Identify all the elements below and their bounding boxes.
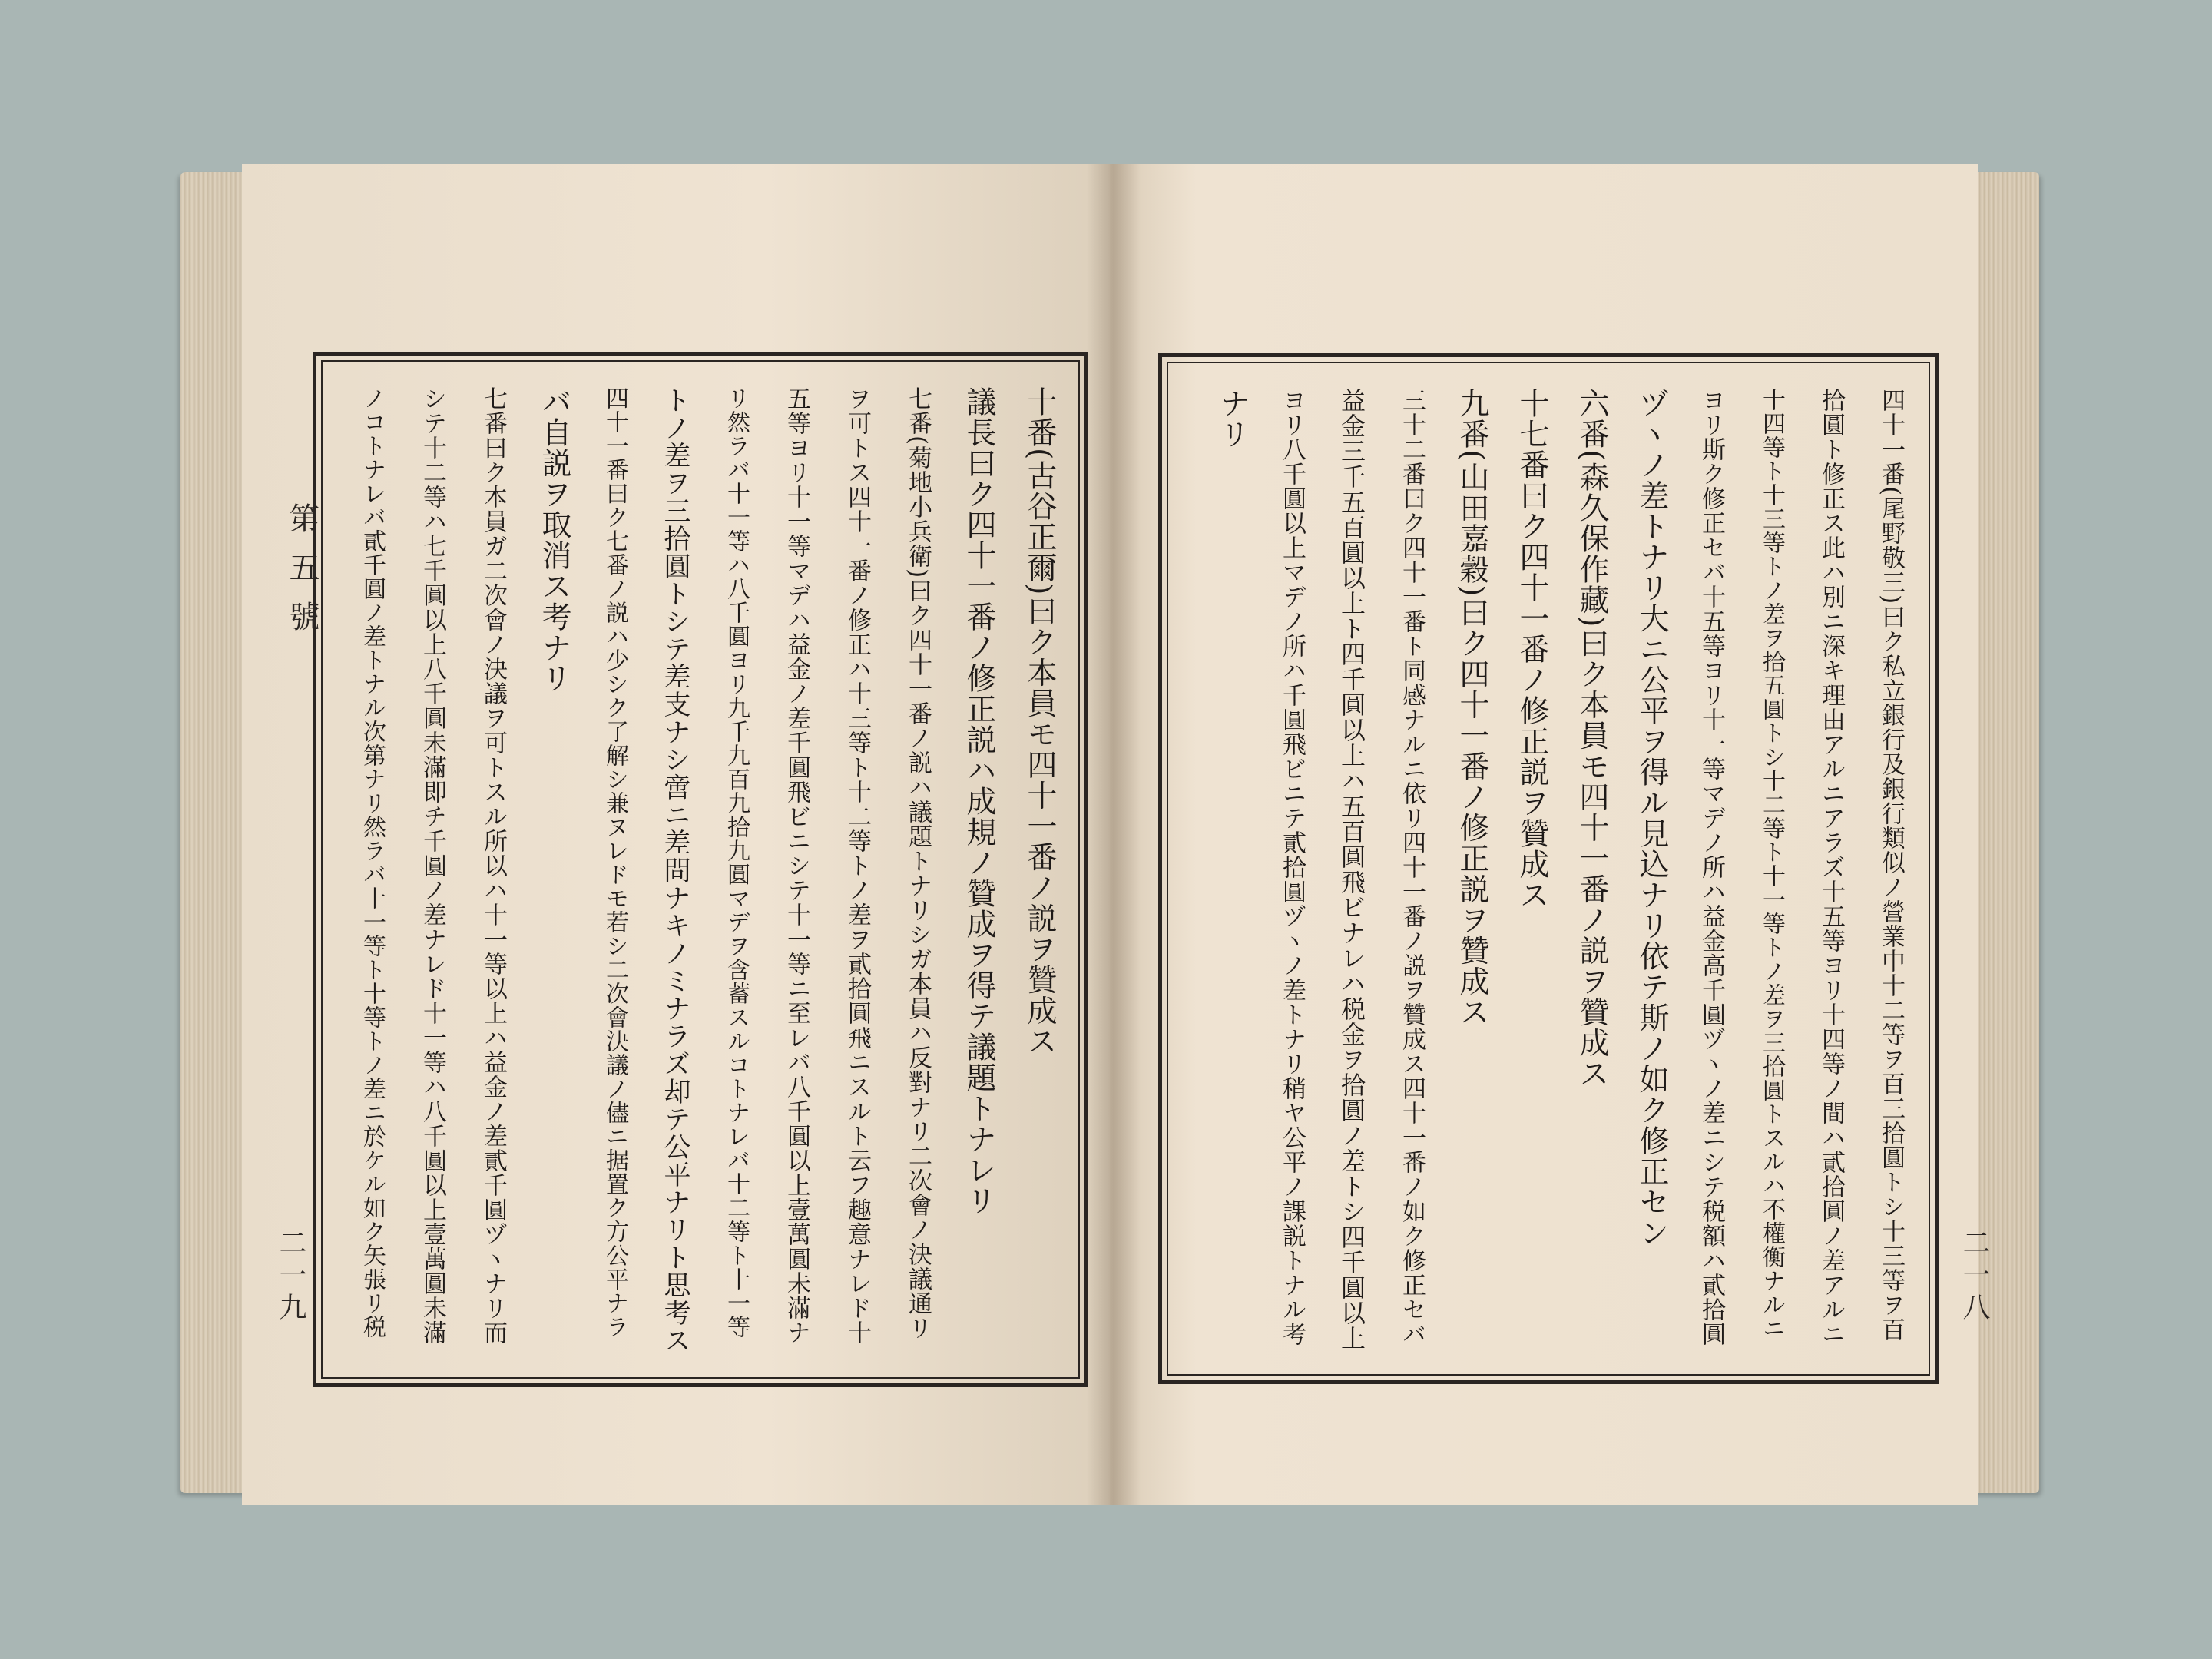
- text-column: 十四等ト十三等トノ差ヲ拾五圓トシ十二等ト十一等トノ差ヲ三拾圓トスルハ不權衡ナルニ: [1758, 388, 1785, 1340]
- text-column: 十番(古谷正爾)曰ク本員モ四十一番ノ説ヲ贊成ス: [1022, 386, 1057, 1057]
- issue-header: 第五號: [284, 502, 320, 650]
- text-column: 六番(森久保作藏)曰ク本員モ四十一番ノ説ヲ贊成ス: [1575, 388, 1609, 1089]
- left-text-frame: [313, 352, 1088, 1387]
- text-column: 七番(菊地小兵衛)曰ク四十一番ノ説ハ議題トナリシガ本員ハ反對ナリ二次會ノ決議通リ: [904, 386, 932, 1341]
- text-column: ヅヽノ差トナリ大ニ公平ヲ得ル見込ナリ依テ斯ノ如ク修正セン: [1634, 388, 1669, 1248]
- text-column: リ然ラバ十一等ハ八千圓ヨリ九千九百九拾九圓マデヲ含蓄スルコトナレバ十二等ト十一等: [723, 386, 750, 1339]
- text-column: 四十一番(尾野敬三)曰ク私立銀行及銀行類似ノ營業中十二等ヲ百三拾圓トシ十三等ヲ百: [1877, 388, 1905, 1343]
- left-page-number: 二一九: [275, 1228, 306, 1325]
- text-column: ノコトナレバ貳千圓ノ差トナル次第ナリ然ラバ十一等ト十等トノ差ニ於ケル如ク矢張リ税: [359, 386, 386, 1339]
- right-page-number: 二一八: [1959, 1228, 1990, 1325]
- book-gutter: [1087, 164, 1141, 1505]
- text-column: 十七番曰ク四十一番ノ修正説ヲ贊成ス: [1515, 388, 1549, 910]
- text-column: 七番曰ク本員ガ二次會ノ決議ヲ可トスル所以ハ十一等以上ハ益金ノ差貳千圓ヅヽナリ而: [479, 386, 507, 1345]
- right-text-frame: [1158, 353, 1939, 1384]
- text-column: 四十一番曰ク七番ノ説ハ少シク了解シ兼ヌレドモ若シ二次會決議ノ儘ニ据置ク方公平ナラ: [601, 386, 628, 1339]
- text-column: ナリ: [1215, 388, 1250, 449]
- text-column: 五等ヨリ十一等マデハ益金ノ差千圓飛ビニシテ十一等ニ至レバ八千圓以上壹萬圓未滿ナ: [783, 386, 810, 1345]
- text-column: 九番(山田嘉穀)曰ク四十一番ノ修正説ヲ贊成ス: [1455, 388, 1489, 1028]
- text-column: 益金三千五百圓以上ト四千圓以上ハ五百圓飛ビナレハ税金ヲ拾圓ノ差トシ四千圓以上: [1337, 388, 1366, 1351]
- text-column: ヲ可トス四十一番ノ修正ハ十三等ト十二等トノ差ヲ貳拾圓飛ニスルト云フ趣意ナレド十: [843, 386, 871, 1345]
- text-column: 議長曰ク四十一番ノ修正説ハ成規ノ贊成ヲ得テ議題トナレリ: [962, 386, 996, 1216]
- text-column: バ自説ヲ取消ス考ナリ: [537, 386, 571, 694]
- text-column: トノ差ヲ三拾圓トシテ差支ナシ啻ニ差問ナキノミナラズ却テ公平ナリト思考ス: [660, 386, 690, 1354]
- text-column: 三十二番曰ク四十一番ト同感ナルニ依リ四十一番ノ説ヲ贊成ス四十一番ノ如ク修正セバ: [1398, 388, 1426, 1346]
- text-column: 拾圓ト修正ス此ハ別ニ深キ理由アルニアラズ十五等ヨリ十四等ノ間ハ貳拾圓ノ差アルニ: [1817, 388, 1845, 1346]
- text-column: シテ十二等ハ七千圓以上八千圓未滿即チ千圓ノ差ナレド十一等ハ八千圓以上壹萬圓未滿: [419, 386, 446, 1345]
- open-book: [180, 164, 2039, 1505]
- text-column: ヨリ斯ク修正セバ十五等ヨリ十一等マデノ所ハ益金高千圓ヅヽノ差ニシテ税額ハ貳拾圓: [1697, 388, 1725, 1346]
- text-column: ヨリ八千圓以上マデノ所ハ千圓飛ビニテ貳拾圓ヅヽノ差トナリ稍ヤ公平ノ課説トナル考: [1278, 388, 1306, 1346]
